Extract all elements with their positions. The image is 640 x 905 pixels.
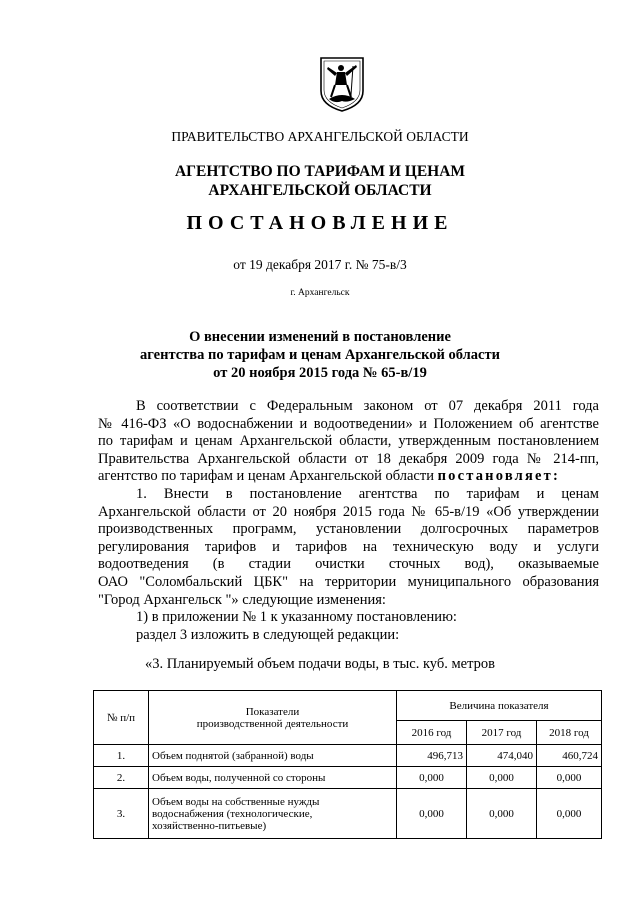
header-year: 2017 год (467, 721, 537, 745)
table-row (94, 745, 602, 767)
row-value: 0,000 (467, 767, 537, 789)
agency-name-line1: АГЕНТСТВО ПО ТАРИФАМ И ЦЕНАМ (174, 163, 466, 180)
section-title: «3. Планируемый объем подачи воды, в тыс. куб. метров (145, 656, 495, 672)
header-indicator (149, 691, 397, 745)
row-value: 0,000 (397, 767, 467, 789)
date-and-number: от 19 декабря 2017 г. № 75-в/3 (233, 257, 407, 272)
subitem-line: 1) в приложении № 1 к указанному постановлению: (136, 609, 457, 626)
row-value: 0,000 (537, 789, 602, 839)
city: г. Архангельск (290, 288, 350, 298)
subject-line2: агентства по тарифам и ценам Архангельской области (140, 347, 500, 363)
header-num: № п/п (94, 691, 149, 745)
row-value: 0,000 (537, 767, 602, 789)
row-value: 0,000 (397, 789, 467, 839)
row-num: 2. (94, 767, 149, 789)
preamble-line: № 416-ФЗ «О водоснабжении и водоотведении» и Положением об агентстве (98, 415, 599, 432)
document-body (98, 398, 599, 644)
document-subject (0, 328, 640, 382)
table-row (94, 789, 602, 839)
item1-line: ОАО "Соломбальский ЦБК" на территории муниципального образования (98, 573, 599, 590)
preamble-line: по тарифам и ценам Архангельской области, утвержденным постановлением (98, 433, 599, 450)
header-year: 2016 год (397, 721, 467, 745)
header-year: 2018 год (537, 721, 602, 745)
document-type: ПОСТАНОВЛЕНИЕ (186, 212, 454, 234)
row-num: 3. (94, 789, 149, 839)
table-row (94, 767, 602, 789)
row-name: Объем воды, полученной со стороны (149, 767, 397, 789)
header-indicator-line2: производственной деятельности (196, 717, 349, 730)
row-name-line: водоснабжения (технологические, (152, 807, 313, 820)
row-value: 0,000 (467, 789, 537, 839)
item1-line: "Город Архангельск "» следующие изменения: (98, 591, 386, 608)
resolves-word: постановляет: (437, 468, 561, 485)
header-indicator-line1: Показатели (245, 705, 300, 718)
item1-line: производственных программ, установлении долгосрочных параметров (98, 521, 599, 538)
preamble-line (98, 468, 599, 486)
coat-of-arms-emblem (317, 55, 367, 113)
agency-name (0, 162, 640, 200)
subject-line3: от 20 ноября 2015 года № 65-в/19 (213, 365, 427, 381)
item1-line: 1. Внести в постановление агентства по тарифам и ценам (136, 485, 599, 502)
row-name (149, 789, 397, 839)
table-header-row (94, 691, 602, 721)
item1-line: Архангельской области от 20 ноября 2015 года № 65-в/19 «Об утверждении (98, 503, 599, 520)
row-name: Объем поднятой (забранной) воды (149, 745, 397, 767)
header-value: Величина показателя (397, 691, 602, 721)
subject-line1: О внесении изменений в постановление (189, 329, 451, 345)
row-name-line: хозяйственно-питьевые) (152, 819, 267, 832)
row-name-line: Объем воды на собственные нужды (152, 795, 320, 808)
item1-line: водоотведения (в стадии очистки сточных вод), оказываемые (98, 556, 599, 573)
agency-name-line2: АРХАНГЕЛЬСКОЙ ОБЛАСТИ (208, 182, 432, 199)
subitem-line: раздел 3 изложить в следующей редакции: (136, 626, 400, 643)
preamble-line: В соответствии с Федеральным законом от 07 декабря 2011 года (136, 398, 599, 414)
item1-line: регулирования тарифов и тарифов на техническую воду и услуги (98, 538, 599, 555)
government-name: ПРАВИТЕЛЬСТВО АРХАНГЕЛЬСКОЙ ОБЛАСТИ (171, 129, 469, 144)
row-num: 1. (94, 745, 149, 767)
row-value: 460,724 (537, 745, 602, 767)
row-value: 474,040 (467, 745, 537, 767)
preamble-line: Правительства Архангельской области от 18 декабря 2009 года № 214-пп, (98, 450, 599, 467)
water-supply-table (93, 690, 602, 839)
preamble-text: агентство по тарифам и ценам Архангельской области (98, 468, 438, 485)
row-value: 496,713 (397, 745, 467, 767)
